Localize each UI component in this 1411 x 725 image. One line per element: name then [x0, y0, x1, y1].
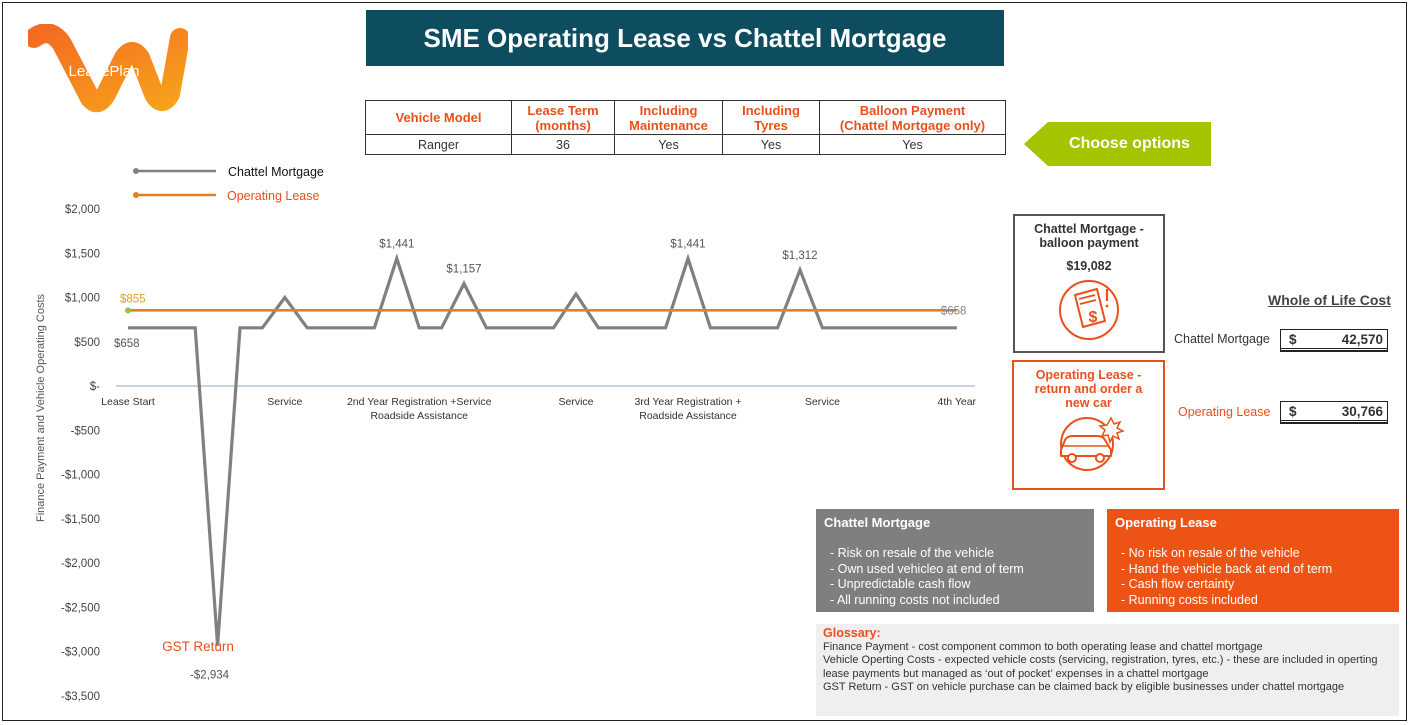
gst-return-annotation: GST Return: [162, 639, 234, 654]
glossary-title: Glossary:: [823, 626, 881, 640]
chattel-item: - Unpredictable cash flow: [830, 577, 971, 591]
wol-lease-value: [1280, 401, 1388, 421]
page-title: SME Operating Lease vs Chattel Mortgage: [366, 10, 1004, 66]
y-tick-label: $1,000: [64, 292, 100, 305]
wol-chattel-label: Chattel Mortgage: [1174, 332, 1270, 346]
ol-title-line-1: Operating Lease -: [1035, 368, 1142, 382]
balloon-amount: $19,082: [1066, 259, 1112, 273]
legend-chattel-label: Chattel Mortgage: [228, 165, 324, 179]
x-tick-label: Service: [558, 396, 594, 408]
return-new-car-box: [1012, 360, 1165, 490]
x-tick-label: Service: [804, 396, 840, 408]
new-car-icon: [1053, 414, 1125, 472]
x-tick-label: Roadside Assistance: [639, 410, 737, 422]
chattel-item: - All running costs not included: [830, 592, 1000, 607]
data-label: $1,441: [379, 238, 415, 251]
lease-panel-title: Operating Lease: [1115, 515, 1217, 530]
y-tick-label: -$2,000: [60, 558, 100, 570]
y-tick-label: -$500: [70, 425, 100, 438]
document-dollar-icon: [1057, 279, 1121, 341]
wol-lease-currency: $: [1289, 403, 1297, 419]
whole-of-life-title: Whole of Life Cost: [1268, 292, 1391, 308]
chattel-mortgage-panel: [816, 509, 1094, 612]
header-vehicle-model: Vehicle Model: [366, 101, 512, 135]
y-tick-label: -$3,000: [60, 646, 100, 659]
legend-lease-marker: [133, 192, 139, 198]
data-label: -$2,934: [190, 669, 230, 682]
data-label: $855: [120, 293, 146, 306]
value-maintenance[interactable]: Yes: [615, 135, 723, 155]
glossary-line: Vehicle Operting Costs - expected vehicle costs (servicing, registration, tyres, etc.) - these are included in operting lease payments but managed as ‘out of pocket’ expenses in a chattel mortgage: [823, 654, 1378, 680]
wol-chattel-currency: $: [1289, 331, 1297, 347]
wol-chattel-value: [1280, 329, 1388, 349]
y-tick-label: $1,500: [64, 248, 100, 261]
wol-lease-label: Operating Lease: [1178, 405, 1271, 419]
logo-text: LeasePlan: [68, 63, 140, 80]
ol-title-line-3: new car: [1065, 396, 1112, 410]
y-tick-label: -$2,500: [60, 602, 100, 615]
glossary: [816, 624, 1399, 716]
choose-options-button[interactable]: [1024, 122, 1211, 166]
data-label: $658: [114, 337, 140, 350]
lease-item: - Cash flow certainty: [1121, 577, 1235, 591]
data-label: $1,441: [670, 238, 706, 251]
svg-text:$: $: [1088, 309, 1098, 326]
data-label: $1,312: [782, 249, 818, 262]
y-tick-label: $-: [89, 381, 100, 393]
y-tick-label: $2,000: [64, 204, 100, 216]
lease-item: - Hand the vehicle back at end of term: [1121, 561, 1333, 576]
choose-options-label: Choose options: [1069, 135, 1190, 152]
x-tick-label: Roadside Assistance: [370, 410, 468, 422]
chattel-item: - Risk on resale of the vehicle: [830, 546, 994, 560]
header-balloon: Balloon Payment (Chattel Mortgage only): [820, 101, 1006, 135]
header-tyres: Including Tyres: [723, 101, 820, 135]
y-tick-label: -$3,500: [60, 690, 100, 703]
operating-lease-panel: [1107, 509, 1399, 612]
data-label: $1,157: [446, 263, 482, 276]
y-tick-label: $500: [74, 336, 100, 349]
x-tick-label: 3rd Year Registration +: [634, 396, 742, 408]
balloon-title-line-1: Chattel Mortgage -: [1034, 222, 1144, 236]
header-lease-term: Lease Term (months): [512, 101, 615, 135]
x-tick-label: 4th Year: [937, 396, 977, 408]
lease-item: - No risk on resale of the vehicle: [1121, 546, 1300, 560]
data-label: $658: [940, 305, 967, 318]
glossary-line: GST Return - GST on vehicle purchase can be claimed back by eligible businesses under chattel mortgage: [823, 681, 1345, 693]
legend-chattel-marker: [133, 168, 139, 174]
balloon-title-line-2: balloon payment: [1039, 236, 1139, 250]
balloon-payment-box: [1013, 214, 1165, 353]
ol-title-line-2: return and order a: [1034, 382, 1143, 396]
wol-lease-amount: 30,766: [1341, 403, 1383, 419]
x-tick-label: Service: [267, 396, 303, 408]
value-balloon[interactable]: Yes: [820, 135, 1006, 155]
wol-chattel-amount: 42,570: [1341, 331, 1383, 347]
legend-lease-label: Operating Lease: [227, 189, 320, 203]
lease-start-marker: [125, 307, 131, 313]
y-axis-title: Finance Payment and Vehicle Operating Costs: [35, 293, 47, 523]
x-tick-label: 2nd Year Registration +Service: [346, 396, 492, 408]
glossary-line: Finance Payment - cost component common to both operating lease and chattel mortgage: [823, 640, 1263, 653]
value-tyres[interactable]: Yes: [723, 135, 820, 155]
lease-item: - Running costs included: [1121, 592, 1258, 607]
y-tick-label: -$1,000: [60, 469, 100, 482]
x-tick-label: Lease Start: [101, 396, 155, 408]
header-maintenance: Including Maintenance: [615, 101, 723, 135]
chattel-panel-title: Chattel Mortgage: [824, 515, 931, 530]
chattel-item: - Own used vehicleo at end of term: [830, 561, 1024, 576]
chart-legend: [133, 165, 324, 203]
value-vehicle-model[interactable]: Ranger: [366, 135, 512, 155]
y-tick-label: -$1,500: [60, 513, 100, 526]
value-lease-term[interactable]: 36: [512, 135, 615, 155]
